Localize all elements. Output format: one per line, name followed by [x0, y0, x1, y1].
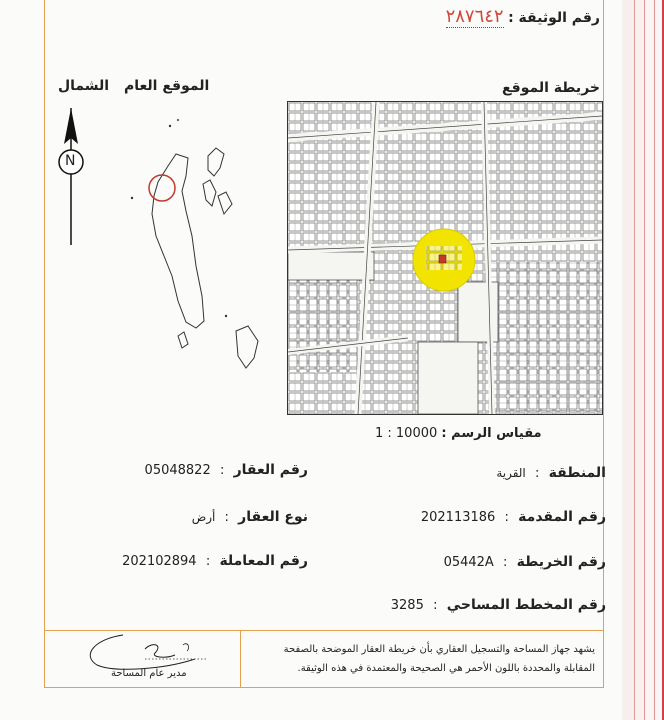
page-edge [646, 0, 655, 720]
property-type-label: نوع العقار [238, 509, 308, 525]
north-label: الشمال [58, 78, 110, 94]
footer-divider [240, 631, 241, 687]
document-number-row [446, 6, 600, 27]
scale-row [375, 426, 542, 441]
site-map [287, 101, 603, 415]
page-edge [636, 0, 645, 720]
overview-title: الموقع العام [124, 78, 210, 94]
map-number-value: 05442A [443, 555, 494, 570]
property-number-value: 05048822 [144, 463, 211, 478]
transaction-number-label: رقم المعاملة [219, 553, 308, 569]
survey-plan-number-label: رقم المخطط المساحي [446, 597, 606, 613]
page-edge [656, 0, 664, 720]
transaction-number-value: 202102894 [122, 554, 197, 569]
certification-box [44, 630, 604, 688]
map-number-field: رقم الخريطة : 05442A [443, 554, 606, 570]
document-number-label: رقم الوثيقة : [508, 10, 600, 26]
scale-label: مقياس الرسم : [441, 426, 542, 441]
map-number-label: رقم الخريطة [516, 554, 606, 570]
application-number-value: 202113186 [420, 510, 496, 525]
region-label: المنطقة [548, 465, 606, 481]
application-number-label: رقم المقدمة [518, 509, 606, 525]
property-number-label: رقم العقار [233, 462, 308, 478]
page-edge [624, 0, 635, 720]
property-number-field: رقم العقار : 05048822 [144, 462, 308, 478]
signatory-title: مدير عام المساحة [111, 668, 187, 679]
property-type-field: نوع العقار : أرض [191, 509, 308, 525]
survey-plan-number-field: رقم المخطط المساحي : 3285 [390, 597, 606, 613]
document-number-value: ٢٨٧٦٤٢ [445, 6, 504, 27]
survey-plan-number-value: 3285 [390, 598, 424, 613]
overview-map [58, 96, 278, 386]
region-value: القرية [496, 466, 526, 480]
site-map-title: خريطة الموقع [501, 80, 600, 96]
scale-value: 1 : 10000 [375, 426, 438, 441]
north-letter: N [65, 153, 76, 169]
transaction-number-field: رقم المعاملة : 202102894 [122, 553, 308, 569]
region-field: المنطقة : القرية [496, 465, 606, 481]
certification-text: يشهد جهاز المساحة والتسجيل العقاري بأن خريطة العقار الموضحة بالصفحة المقابلة والمحددة باللون الأحمر هي الصحيحة والمعتمدة في هذه الوثيقة. [283, 644, 595, 674]
application-number-field: رقم المقدمة : 202113186 [420, 509, 606, 525]
property-type-value: أرض [191, 510, 216, 524]
